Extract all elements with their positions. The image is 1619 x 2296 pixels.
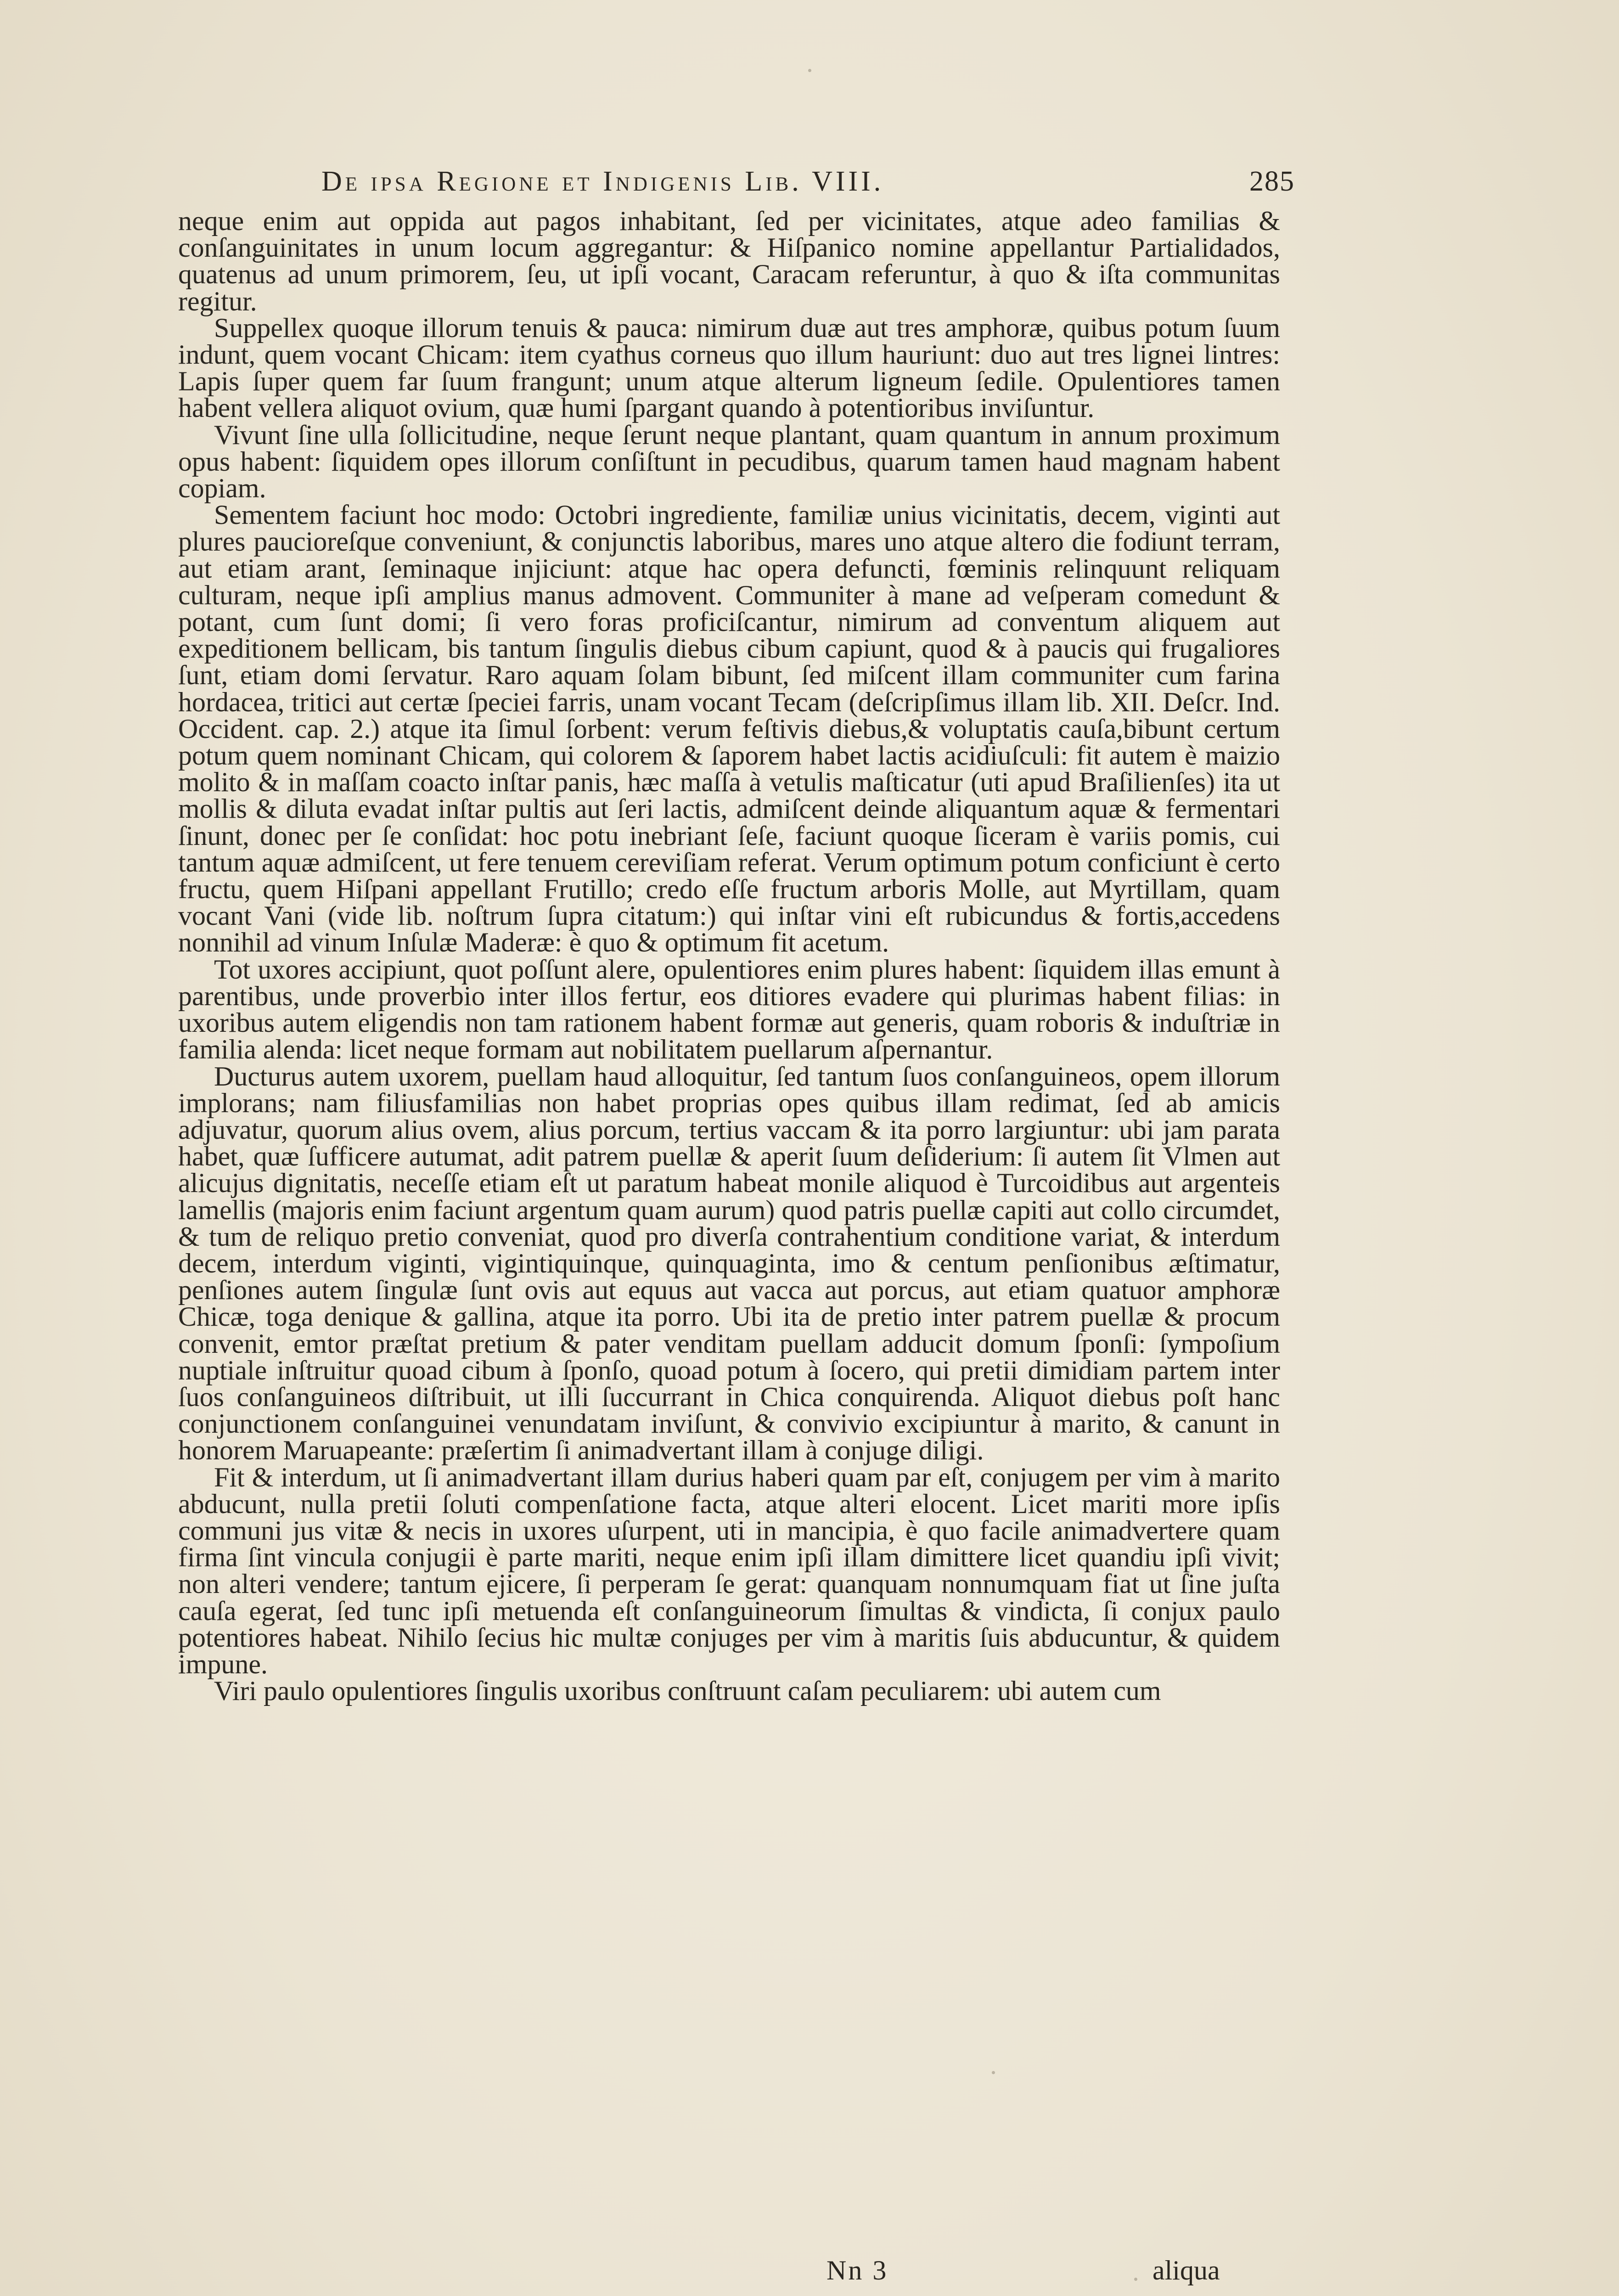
catchword: aliqua	[1152, 2255, 1220, 2285]
page-footer	[0, 2250, 1619, 2287]
running-header	[321, 162, 1295, 203]
paper-speck	[1134, 2278, 1137, 2281]
paragraph: Fit & interdum, ut ſi animadvertant illam durius haberi quam par eſt, conjugem per vim à marito abducunt, nulla pretii ſoluti compenſatione facta, atque alteri elocent. Licet mariti more ipſis communi jus vitæ & necis in uxores uſurpent, uti in mancipia, è quo facile animadvertere quam firma ſint vincula conjugii è parte mariti, neque enim ipſi illam dimittere licet quandiu ipſi vivit; non alteri vendere; tantum ejicere, ſi perperam ſe gerat: quanquam nonnumquam fiat ut ſine juſta cauſa egerat, ſed tunc ipſi metuenda eſt conſanguineorum ſimultas & vindicta, ſi conjux paulo potentiores habeat. Nihilo ſecius hic multæ conjuges per vim à maritis ſuis abducuntur, & quidem impune.	[178, 1462, 1280, 1679]
signature-mark: Nn 3	[826, 2255, 888, 2285]
paragraph: Suppellex quoque illorum tenuis & pauca: nimirum duæ aut tres amphoræ, quibus potum ſuum indunt, quem vocant Chicam: item cyathus corneus quo illum hauriunt: duo aut tres lignei lintres: Lapis ſuper quem far ſuum frangunt; unum atque alterum ligneum ſedile. Opulentiores tamen habent vellera aliquot ovium, quæ humi ſpargant quando à potentioribus inviſuntur.	[178, 312, 1280, 423]
paragraph: Tot uxores accipiunt, quot poſſunt alere, opulentiores enim plures habent: ſiquidem illas emunt à parentibus, unde proverbio inter illos fertur, eos ditiores evadere qui plurimas habent filias: in uxoribus autem eligendis non tam rationem habent formæ aut generis, quam roboris & induſtriæ in familia alenda: licet neque formam aut nobilitatem puellarum aſpernantur.	[178, 954, 1280, 1065]
paragraph: Ducturus autem uxorem, puellam haud alloquitur, ſed tantum ſuos conſanguineos, opem illorum implorans; nam filiusfamilias non habet proprias opes quibus illam redimat, ſed ab amicis adjuvatur, quorum alius ovem, alius porcum, tertius vaccam & ita porro largiuntur: ubi jam parata habet, quæ ſufficere autumat, adit patrem puellæ & aperit ſuum deſiderium: ſi autem ſit Vlmen aut alicujus dignitatis, neceſſe etiam eſt ut paratum habeat monile aliquod è Turcoidibus aut argenteis lamellis (majoris enim faciunt argentum quam aurum) quod patris puellæ capiti aut collo circumdet, & tum de reliquo pretio conveniat, quod pro diverſa contrahentium conditione variat, & interdum decem, interdum viginti, vigintiquinque, quinquaginta, imo & centum penſionibus æſtimatur, penſiones autem ſingulæ ſunt ovis aut equus aut vacca aut porcus, aut etiam quatuor amphoræ Chicæ, toga denique & gallina, atque ita porro. Ubi ita de pretio inter patrem puellæ & procum convenit, emtor præſtat pretium & pater venditam puellam adducit domum ſponſi: ſympoſium nuptiale inſtruitur quoad cibum à ſponſo, quoad potum à ſocero, qui pretii dimidiam partem inter ſuos conſanguineos diſtribuit, ut illi ſuccurrant in Chica conquirenda. Aliquot diebus poſt hanc conjunctionem conſanguinei venundatam inviſunt, & convivio excipiuntur à marito, & canunt in honorem Maruapeante: præſertim ſi animadvertant illam à conjuge diligi.	[178, 1061, 1280, 1466]
paragraph: Vivunt ſine ulla ſollicitudine, neque ſerunt neque plantant, quam quantum in annum proximum opus habent: ſiquidem opes illorum conſiſtunt in pecudibus, quarum tamen haud magnam habent copiam.	[178, 419, 1280, 504]
page-number: 285	[1249, 166, 1295, 197]
paragraph: Viri paulo opulentiores ſingulis uxoribus conſtruunt caſam peculiarem: ubi autem cum	[214, 1676, 1161, 1706]
paper-speck	[992, 2071, 995, 2074]
paragraph: neque enim aut oppida aut pagos inhabitant, ſed per vicinitates, atque adeo familias & conſanguinitates in unum locum aggregantur: & Hiſpanico nomine appellantur Partialidados, quatenus ad unum primorem, ſeu, ut ipſi vocant, Caracam referuntur, à quo & iſta communitas regitur.	[178, 206, 1280, 316]
main-text	[178, 208, 1280, 1704]
running-title: De ipsa Regione et Indigenis Lib. VIII.	[321, 166, 884, 197]
paragraph: Sementem faciunt hoc modo: Octobri ingrediente, familiæ unius vicinitatis, decem, viginti aut plures paucioreſque conveniunt, & conjunctis laboribus, mares uno atque altero die fodiunt terram, aut etiam arant, ſeminaque injiciunt: atque hac opera defuncti, fœminis relinquunt reliquam culturam, neque ipſi amplius manus admovent. Communiter à mane ad veſperam comedunt & potant, cum ſunt domi; ſi vero foras proficiſcantur, nimirum ad conventum aliquem aut expeditionem bellicam, bis tantum ſingulis diebus cibum capiunt, quod & à paucis qui frugaliores ſunt, etiam domi ſervatur. Raro aquam ſolam bibunt, ſed miſcent illam communiter cum farina hordacea, tritici aut certæ ſpeciei farris, unam vocant Tecam (deſcripſimus illam lib. XII. Deſcr. Ind. Occident. cap. 2.) atque ita ſimul ſorbent: verum feſtivis diebus,& voluptatis cauſa,bibunt certum potum quem nominant Chicam, qui colorem & ſaporem habet lactis acidiuſculi: fit autem è maizio molito & in maſſam coacto inſtar panis, hæc maſſa à vetulis maſticatur (uti apud Braſilienſes) ita ut mollis & diluta evadat inſtar pultis aut ſeri lactis, admiſcent deinde aliquantum aquæ & fermentari ſinunt, donec per ſe conſidat: hoc potu inebriant ſeſe, faciunt quoque ſiceram è variis pomis, cui tantum aquæ admiſcent, ut fere tenuem cereviſiam referat. Verum optimum potum conficiunt è certo fructu, quem Hiſpani appellant Frutillo; credo eſſe fructum arboris Molle, aut Myrtillam, quam vocant Vani (vide lib. noſtrum ſupra citatum:) qui inſtar vini eſt rubicundus & fortis,accedens nonnihil ad vinum Inſulæ Maderæ: è quo & optimum fit acetum.	[178, 500, 1280, 958]
paper-speck	[808, 69, 811, 72]
